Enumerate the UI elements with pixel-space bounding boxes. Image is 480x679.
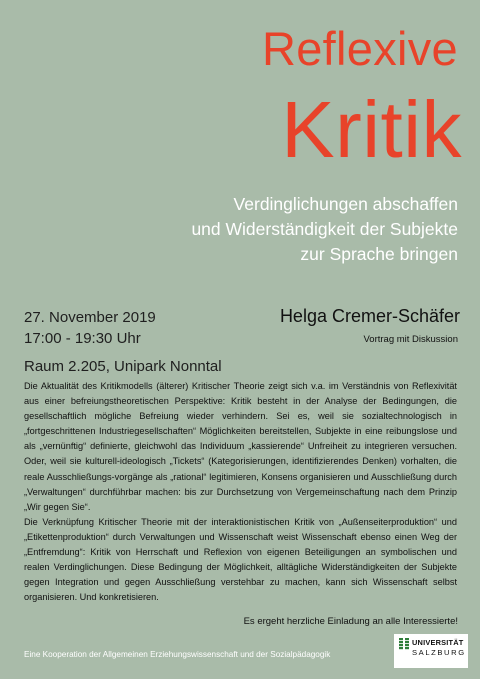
logo-university: UNIVERSITÄT: [412, 638, 464, 647]
invitation-text: Es ergeht herzliche Einladung an alle Interessierte!: [243, 616, 458, 627]
talk-type: Vortrag mit Diskussion: [363, 334, 458, 345]
abstract-paragraph: Die Verknüpfung Kritischer Theorie mit der interaktionistischen Kritik von „Außenseiterproduktion“ und „Etikettenproduktion“ durch Verwaltungen und Wissenschaft weist Wissenschaft ebenso einen Weg der „Entfremdung“: Kritik von Herrschaft und Reflexion von eigenen Beteiligungen an symbolischen und realen Verdinglichungen. Diese Bedingung der Möglichkeit, alltägliche Widerständigkeiten der Subjekte gegen Integration und gegen Ausschließung verstehbar zu machen, kann sich Wissenschaft selbst organisieren. Und konkretisieren.: [24, 516, 457, 603]
abstract: [24, 379, 457, 605]
abstract-paragraph: Die Aktualität des Kritikmodells (älterer) Kritischer Theorie zeigt sich v.a. im Verständnis von Reflexivität aus einer befreiungstheoretischen Perspektive: Kritik besteht in der Analyse der Bedingungen, die gesellschaftlich mögliche Befreiung wieder verhindern. Sei es, weil sie sozialtechnologisch in „fortgeschrittenen Industriegesellschaften“ Möglichkeiten bereitstellen, Subjekte in eine reibungslose und als „vernünftig“ definierte, gleichwohl das Individuum „kassierende“ Unfreiheit zu integrieren versuchen. Oder, weil sie kulturell-ideologisch „Tickets“ (Kategorisierungen, identifizierendes Denken) vorhalten, die reale Ausschließungs-vorgänge als „rational“ legitimieren, Konsens organisieren und Ausschließung durch „Verwaltungen“ durchführbar machen: bis zur Durchsetzung von Vergemeinschaftung nach dem Prinzip „Wir gegen Sie“.: [24, 381, 457, 512]
title-line-2: Kritik: [281, 85, 462, 174]
speaker-name: Helga Cremer-Schäfer: [279, 306, 460, 326]
subtitle-line: zur Sprache bringen: [300, 244, 458, 264]
university-logo: [394, 634, 468, 668]
subtitle-line: und Widerständigkeit der Subjekte: [191, 219, 458, 239]
subtitle-line: Verdinglichungen abschaffen: [233, 194, 458, 214]
logo-city: SALZBURG: [412, 648, 466, 657]
cooperation-note: Eine Kooperation der Allgemeinen Erziehungswissenschaft und der Sozialpädagogik: [24, 650, 331, 659]
university-crest-icon: [399, 638, 409, 652]
event-date: 27. November 2019: [24, 309, 156, 326]
event-time: 17:00 - 19:30 Uhr: [24, 330, 141, 347]
event-room: Raum 2.205, Unipark Nonntal: [24, 358, 222, 375]
subtitle: [18, 192, 458, 267]
title-line-1: Reflexive: [261, 22, 458, 75]
